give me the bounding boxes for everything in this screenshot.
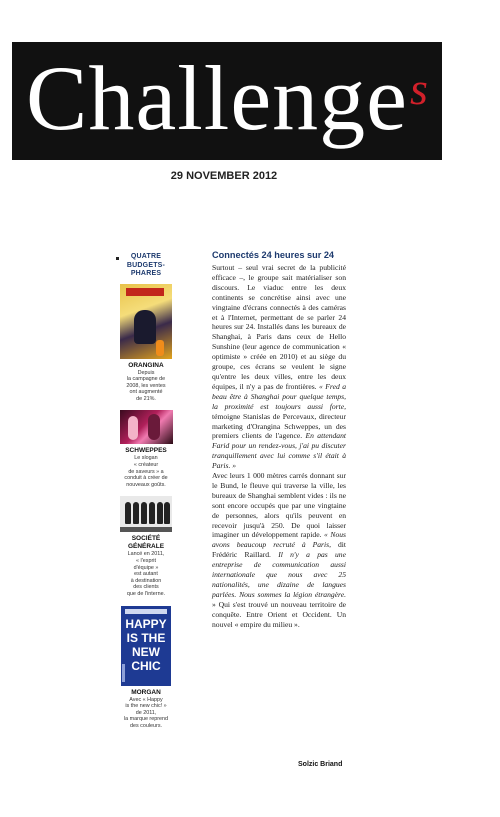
brand-description: Depuis la campagne de 2008, les ventes ont augmenté de 21%. — [126, 369, 166, 402]
brand-schweppes — [112, 410, 180, 488]
brand-orangina — [112, 284, 180, 403]
poster-text: CHIC — [131, 658, 161, 673]
sidebar-heading-line: QUATRE — [130, 253, 162, 260]
brand-name: SOCIÉTÉ GÉNÉRALE — [127, 535, 165, 551]
article-headline: Connectés 24 heures sur 24 — [212, 250, 335, 260]
author-signature: Solzic Briand — [298, 761, 343, 768]
brand-description: Le slogan « créateur de saveurs » a conduit à créer de nouveaux goûts. — [124, 455, 168, 488]
masthead-title: Challenge — [26, 47, 408, 149]
sidebar — [112, 253, 180, 738]
orangina-ad-image — [120, 284, 172, 359]
article — [212, 250, 346, 630]
article-paragraph: Avec leurs 1 000 mètres carrés donnant sur le Bund, le fleuve qui traverse la ville, les bureaux de Shanghai semblent vides : ils ne sont encore occupés que par une vingtaine de personnes, alors qu'ils peuvent en recevoir jusqu'à 250. De quoi laisser imaginer un développement rapide. « Nous avons beaucoup recruté à Paris, dit Frédéric Raillard. Il n'y a pas une entreprise de communication aussi internationale que nous avec 25 nationalités, une dizaine de langues parlées. Nous sommes la légion étrangère. » Qui s'est trouvé un nouveau territoire de conquête. Entre Orient et Occident. Un nouvel « empire du milieu ». — [212, 471, 346, 629]
masthead-title-s: s — [410, 63, 428, 114]
poster-text: HAPPY — [125, 616, 167, 631]
sidebar-heading — [112, 253, 180, 279]
brand-description: Lancé en 2011, « l'esprit d'équipe » est autant à destination des clients que de l'interne. — [126, 551, 166, 597]
brand-name: MORGAN — [131, 688, 161, 696]
sidebar-heading-line: PHARES — [130, 270, 162, 277]
schweppes-ad-image — [120, 410, 173, 444]
masthead — [12, 42, 442, 160]
article-paragraph: Surtout – seul vrai secret de la publicité efficace –, le groupe sait matérialiser son discours. Le viaduc entre les deux continents se concrétise ainsi avec une vingtaine d'écrans connectés à des caméras et à l'Internet, permettant de se parler 24 heures sur 24. Installés dans les bureaux de Shanghai, à Paris dans ceux de Hello Sunshine (leur agence de communication « optimiste » créée en 2010) et au siège du groupe, ces écrans se veulent le signe qu'entre les deux villes, entre les deux équipes, il n'y a pas de frontières. « Fred a beau être à Shanghai pour quelque temps, la proximité est toujours aussi forte, témoigne Stanislas de Percevaux, directeur marketing d'Orangina Schweppes, un des premiers clients de l'agence. En attendant Farid pour un rendez-vous, j'ai pu discuter tranquillement avec lui comme s'il était à Paris. » — [212, 263, 346, 471]
societe-generale-ad-image — [120, 496, 172, 532]
publication-date: 29 NOVEMBER 2012 — [170, 170, 278, 182]
brand-morgan — [112, 606, 180, 730]
poster-text: IS THE — [126, 630, 166, 645]
brand-name: ORANGINA — [128, 361, 164, 369]
poster-text: NEW — [132, 644, 160, 659]
morgan-ad-poster — [121, 606, 171, 686]
brand-name: SCHWEPPES — [125, 447, 167, 455]
sidebar-heading-line: BUDGETS- — [126, 261, 166, 269]
brand-societe-generale — [112, 496, 180, 597]
brand-description: Avec « Happy is the new chic! » de 2011, la marque reprend des couleurs. — [123, 696, 169, 729]
